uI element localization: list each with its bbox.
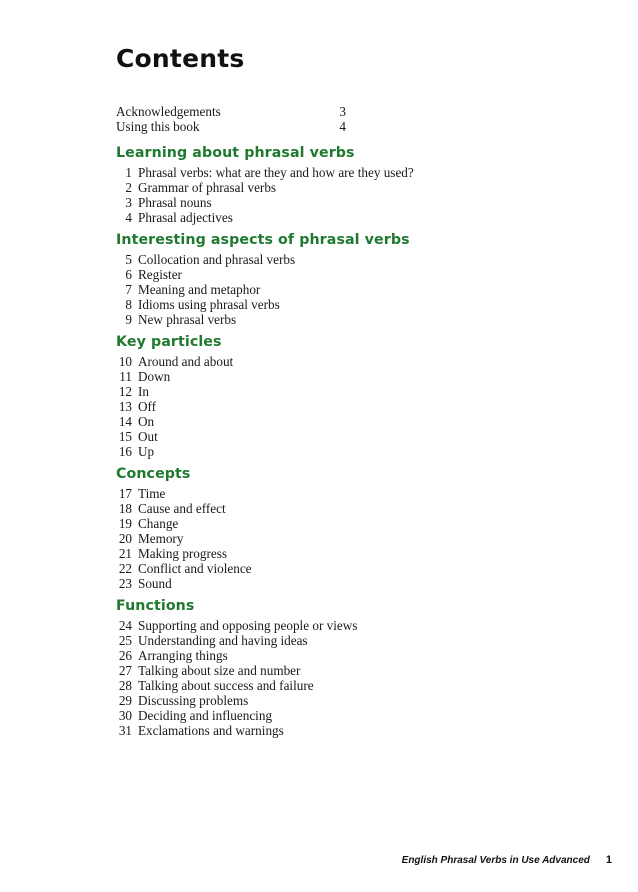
unit-entry[interactable] [116,210,536,225]
unit-entry[interactable] [116,561,536,576]
front-matter-page: 3 [339,104,346,119]
unit-list [116,354,536,459]
unit-title: Making progress [138,546,228,561]
unit-title: Cause and effect [138,501,226,516]
unit-entry[interactable] [116,546,536,561]
unit-number: 15 [118,429,132,444]
unit-entry[interactable] [116,708,536,723]
unit-title: Idioms using phrasal verbs [138,297,280,312]
unit-entry[interactable] [116,486,536,501]
toc-section [116,597,536,738]
unit-entry[interactable] [116,282,536,297]
section-heading: Functions [116,598,195,614]
unit-title: Off [138,399,157,414]
unit-list [116,252,536,327]
unit-entry[interactable] [116,399,536,414]
unit-number: 25 [118,633,132,648]
unit-title: Memory [138,531,184,546]
front-matter-row [116,104,536,119]
front-matter [116,104,536,134]
toc-section [116,231,536,327]
unit-number: 12 [118,384,132,399]
unit-number: 19 [118,516,132,531]
section-heading: Concepts [116,466,191,482]
front-matter-label: Acknowledgements [116,104,221,119]
footer-page-number: 1 [605,854,612,866]
unit-number: 9 [125,312,132,327]
page-footer [402,854,612,866]
unit-title: On [138,414,155,429]
unit-number: 6 [125,267,132,282]
unit-title: Around and about [138,354,234,369]
unit-number: 2 [125,180,132,195]
unit-number: 5 [125,252,132,267]
unit-list [116,486,536,591]
unit-title: Deciding and influencing [138,708,273,723]
unit-title: Talking about size and number [138,663,301,678]
unit-entry[interactable] [116,618,536,633]
unit-entry[interactable] [116,354,536,369]
unit-number: 21 [118,546,132,561]
unit-title: In [138,384,149,399]
unit-title: Discussing problems [138,693,249,708]
unit-number: 31 [118,723,132,738]
unit-title: Phrasal verbs: what are they and how are they used? [138,165,414,180]
unit-number: 7 [125,282,132,297]
unit-number: 27 [118,663,132,678]
unit-entry[interactable] [116,648,536,663]
unit-number: 14 [118,414,132,429]
unit-entry[interactable] [116,531,536,546]
unit-list [116,618,536,738]
unit-entry[interactable] [116,663,536,678]
footer-book-title: English Phrasal Verbs in Use Advanced [401,854,590,866]
unit-number: 29 [118,693,132,708]
unit-entry[interactable] [116,693,536,708]
unit-title: Supporting and opposing people or views [138,618,358,633]
unit-number: 24 [118,618,132,633]
unit-number: 18 [118,501,132,516]
section-heading: Learning about phrasal verbs [116,145,355,161]
unit-number: 23 [118,576,132,591]
unit-number: 13 [118,399,132,414]
unit-number: 30 [118,708,132,723]
unit-entry[interactable] [116,195,536,210]
section-heading: Key particles [116,334,222,350]
unit-entry[interactable] [116,678,536,693]
unit-number: 28 [118,678,132,693]
unit-title: Meaning and metaphor [138,282,261,297]
unit-number: 4 [125,210,132,225]
unit-title: New phrasal verbs [138,312,237,327]
unit-entry[interactable] [116,252,536,267]
unit-entry[interactable] [116,180,536,195]
unit-entry[interactable] [116,369,536,384]
unit-entry[interactable] [116,414,536,429]
toc-section [116,333,536,459]
unit-entry[interactable] [116,312,536,327]
toc-section [116,144,536,225]
unit-title: Grammar of phrasal verbs [138,180,277,195]
unit-number: 16 [118,444,132,459]
page-title: Contents [116,44,245,73]
unit-entry[interactable] [116,165,536,180]
unit-title: Collocation and phrasal verbs [138,252,296,267]
unit-entry[interactable] [116,501,536,516]
unit-title: Time [138,486,166,501]
unit-entry[interactable] [116,516,536,531]
front-matter-page: 4 [339,119,346,134]
unit-number: 26 [118,648,132,663]
unit-title: Conflict and violence [138,561,252,576]
unit-title: Phrasal adjectives [138,210,233,225]
unit-title: Talking about success and failure [138,678,314,693]
unit-entry[interactable] [116,267,536,282]
unit-number: 20 [118,531,132,546]
contents-body [116,104,536,738]
unit-title: Sound [138,576,172,591]
unit-entry[interactable] [116,297,536,312]
unit-title: Register [138,267,182,282]
front-matter-row [116,119,536,134]
unit-number: 3 [125,195,132,210]
unit-entry[interactable] [116,429,536,444]
unit-number: 8 [125,297,132,312]
unit-list [116,165,536,225]
front-matter-label: Using this book [116,119,200,134]
unit-title: Down [138,369,171,384]
unit-number: 17 [118,486,132,501]
unit-entry[interactable] [116,723,536,738]
unit-title: Up [138,444,155,459]
sections [116,144,536,738]
unit-entry[interactable] [116,576,536,591]
unit-entry[interactable] [116,633,536,648]
unit-number: 10 [118,354,132,369]
unit-title: Understanding and having ideas [138,633,308,648]
unit-number: 1 [125,165,132,180]
unit-entry[interactable] [116,384,536,399]
unit-title: Change [138,516,179,531]
unit-title: Out [138,429,158,444]
unit-title: Arranging things [138,648,228,663]
unit-title: Phrasal nouns [138,195,212,210]
section-heading: Interesting aspects of phrasal verbs [116,232,410,248]
toc-section [116,465,536,591]
unit-number: 11 [119,369,132,384]
unit-title: Exclamations and warnings [138,723,284,738]
unit-entry[interactable] [116,444,536,459]
unit-number: 22 [118,561,132,576]
